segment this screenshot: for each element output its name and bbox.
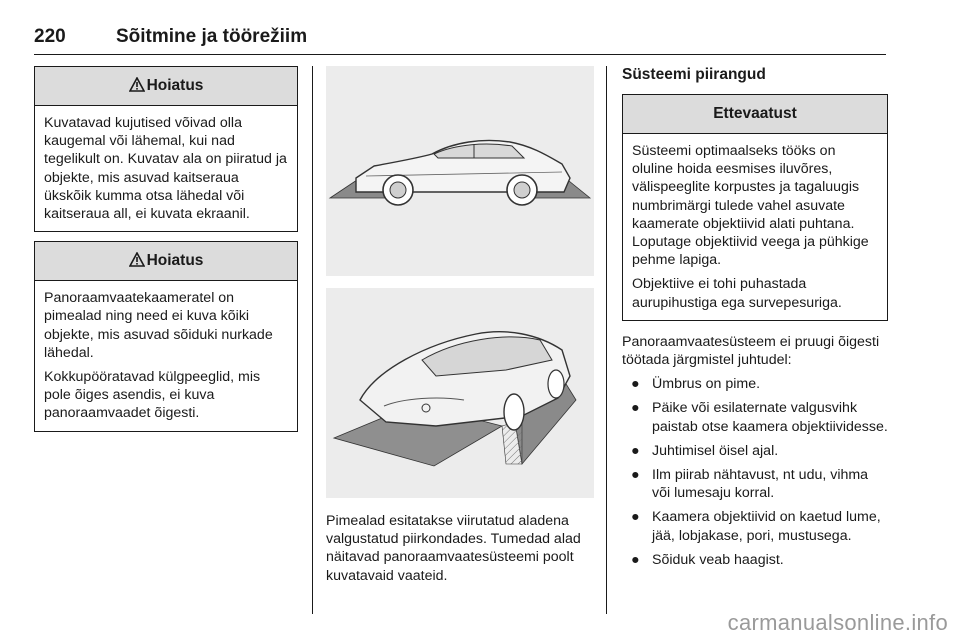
bullet-icon: ● <box>631 509 640 526</box>
caution-text: Objektiive ei tohi puhastada aurupihustiga ega survepesuriga. <box>632 276 842 311</box>
warning-title: Hoiatus <box>146 77 204 94</box>
limits-list <box>622 375 888 569</box>
bullet-icon: ● <box>631 376 640 393</box>
warning-box-1 <box>34 66 298 232</box>
car-side-view-figure <box>326 66 594 276</box>
warning-text: Kokkupööratavad külgpeeglid, mis pole õiges asendis, ei kuva panoraamvaadet õigesti. <box>44 369 261 422</box>
left-column <box>34 66 298 441</box>
column-divider <box>606 66 607 614</box>
caution-box <box>622 94 888 321</box>
middle-column <box>326 66 594 585</box>
list-item <box>622 442 888 460</box>
warning-header <box>35 67 297 106</box>
right-column <box>622 66 888 575</box>
bullet-icon: ● <box>631 442 640 459</box>
caution-text: Süsteemi optimaalseks tööks on oluline hoida eesmises iluvõres, välispeeglite korpustes ja tagaluugis numbrimärgi tulede vahel asuvate kaamerate objektiivid alati puhtana. Loputage objektiivid veega ja pühkige pehme lapiga. <box>632 143 869 269</box>
page-header <box>34 26 886 55</box>
list-item-text: Päike või esilaternate valgusvihk paistab otse kaamera objektiividesse. <box>652 400 888 435</box>
warning-text: Kuvatavad kujutised võivad olla kaugemal või lähemal, kui nad tegelikult on. Kuvatav ala on piiratud ja objekte, mis asuvad kaitseraua ükskõik kumma otsa lähedal või kaitseraua all, ei kuvata ekraanil. <box>44 115 287 223</box>
car-camera-coverage-figure <box>326 288 594 498</box>
warning-triangle-icon <box>129 69 145 107</box>
warning-box-2 <box>34 241 298 431</box>
list-item-text: Ümbrus on pime. <box>652 376 761 393</box>
warning-header <box>35 242 297 281</box>
limits-intro: Panoraamvaatesüsteem ei pruugi õigesti töötada järgmistel juhtudel: <box>622 333 880 369</box>
warning-text: Panoraamvaatekaameratel on pimealad ning need ei kuva kõiki objekte, mis asuvad sõiduki nurkade lähedal. <box>44 290 273 361</box>
warning-title: Hoiatus <box>146 252 204 270</box>
caution-body <box>623 134 887 320</box>
list-item-text: Kaamera objektiivid on kaetud lume, jää, lobjakase, pori, mustusega. <box>652 509 881 544</box>
column-divider <box>312 66 313 614</box>
watermark: carmanualsonline.info <box>727 610 948 635</box>
warning-body <box>35 281 297 430</box>
bullet-icon: ● <box>631 551 640 568</box>
figure-caption: Pimealad esitatakse viirutatud aladena valgustatud piirkondades. Tumedad alad näitavad panoraamvaatesüsteemi poolt kuvatavaid vaateid. <box>326 513 581 584</box>
list-item <box>622 466 888 502</box>
bullet-icon: ● <box>631 467 640 484</box>
list-item-text: Sõiduk veab haagist. <box>652 551 784 568</box>
page-number: 220 <box>34 26 66 47</box>
section-title: Sõitmine ja töörežiim <box>116 26 308 47</box>
bullet-icon: ● <box>631 400 640 417</box>
list-item <box>622 375 888 393</box>
list-item <box>622 551 888 569</box>
list-item-text: Juhtimisel öisel ajal. <box>652 442 779 459</box>
list-item <box>622 399 888 435</box>
warning-triangle-icon <box>129 244 145 282</box>
system-limits-heading: Süsteemi piirangud <box>622 66 766 83</box>
warning-body <box>35 106 297 231</box>
list-item <box>622 508 888 544</box>
caution-header: Ettevaatust <box>623 95 887 134</box>
list-item-text: Ilm piirab nähtavust, nt udu, vihma või lumesaju korral. <box>652 467 869 502</box>
